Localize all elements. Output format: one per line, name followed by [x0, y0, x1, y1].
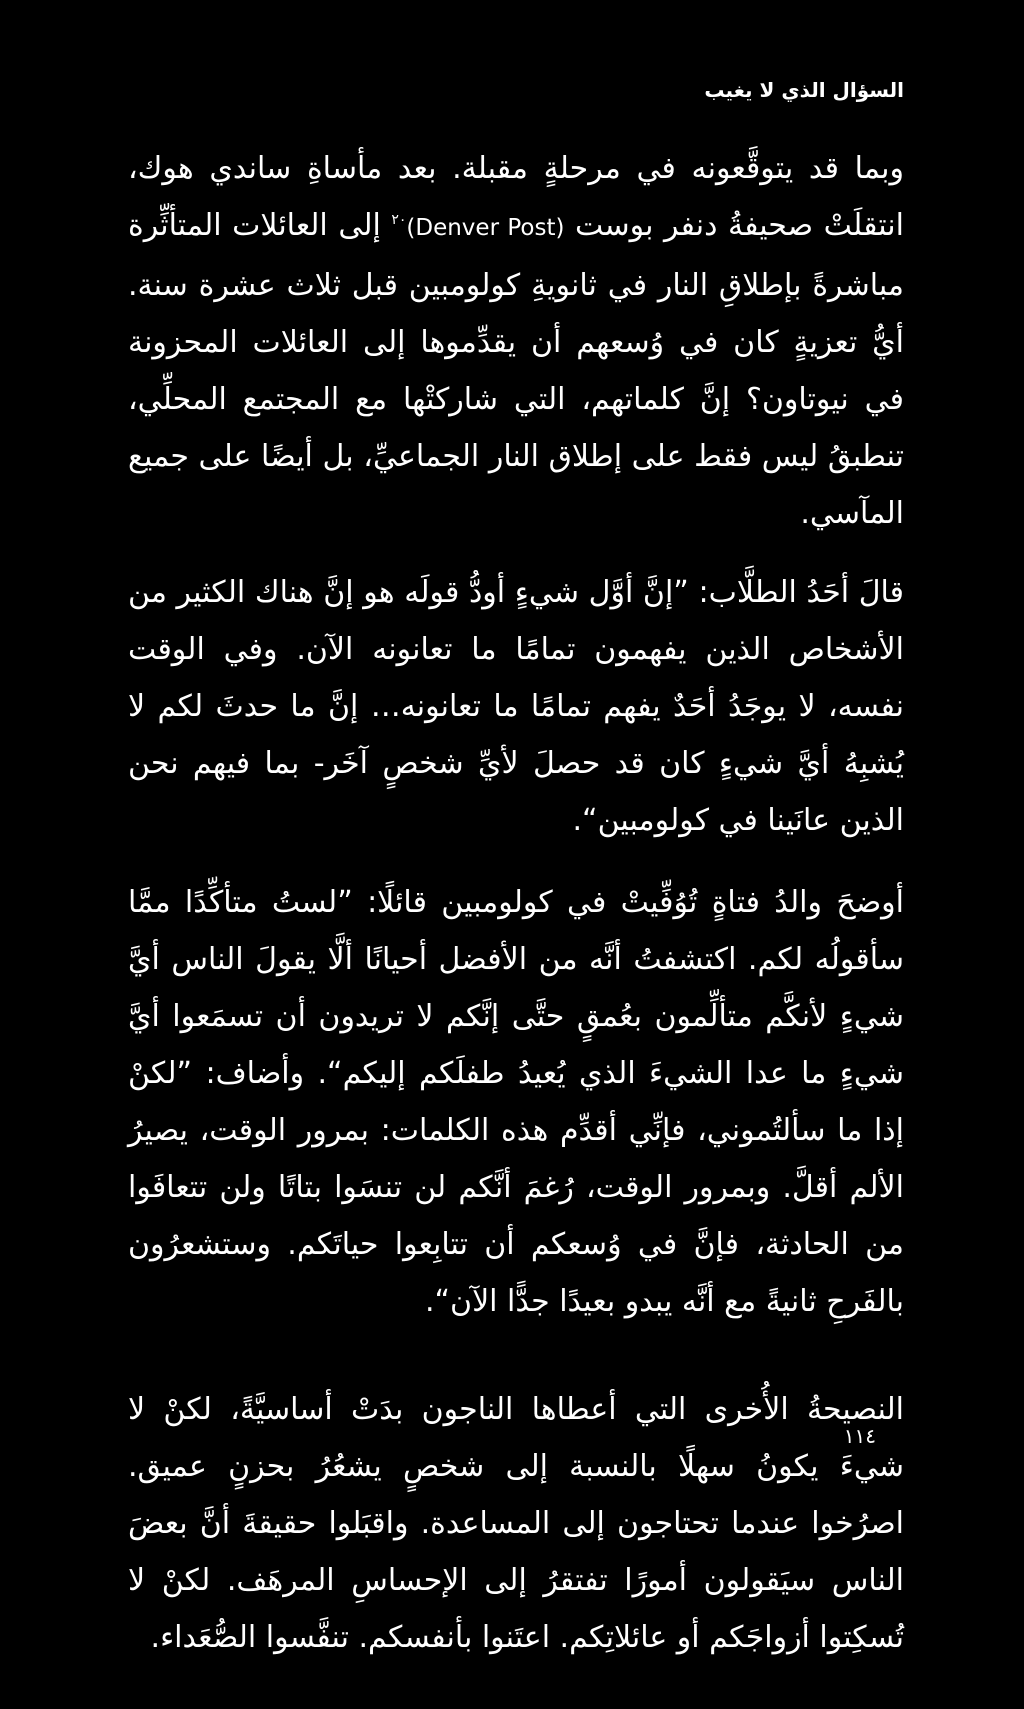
paragraph-student-quote: قالَ أحَدُ الطلَّاب: ”إنَّ أوَّل شيءٍ أودُّ قولَه هو إنَّ هناك الكثير من الأشخاص الذين يفهمون تمامًا ما تعانونه الآن. وفي الوقت نفسه، لا يوجَدُ أحَدٌ يفهم تمامًا ما تعانونه… إنَّ ما حدثَ لكم لا يُشبِهُ أيَّ شيءٍ كان قد حصلَ لأيِّ شخصٍ آخَر- بما فيهم نحن الذين عانَينا في كولومبين“. [128, 575, 904, 838]
paragraph-father-quote: أوضحَ والدُ فتاةٍ تُوُفِّيتْ في كولومبين قائلًا: ”لستُ متأكِّدًا ممَّا سأقولُه لكم. اكتشفتُ أنَّه من الأفضل أحيانًا ألَّا يقولَ الناس أيَّ شيءٍ لأنكَّم متألِّمون بعُمقٍ حتَّى إنَّكم لا تريدون أن تسمَعوا أيَّ شيءٍ ما عدا الشيءَ الذي يُعيدُ طفلَكم إليكم“. وأضاف: ”لكنْ إذا ما سألتُموني، فإنِّي أقدِّم هذه الكلمات: بمرور الوقت، يصيرُ الألم أقلَّ. وبمرور الوقت، رُغمَ أنَّكم لن تنسَوا بتاتًا ولن تتعافَوا من الحادثة، فإنَّ في وُسعكم أن تتابِعوا حياتَكم. وستشعرُون بالفَرحِ ثانيةً مع أنَّه يبدو بعيدًا جدًّا الآن“. [128, 885, 904, 1319]
footnote-reference: ٢٠ [391, 212, 407, 228]
newspaper-name-latin: (Denver Post) [406, 215, 565, 241]
body-text [128, 140, 904, 1709]
paragraph-text-after-latin: إلى العائلات المتأثِّرة مباشرةً بإطلاقِ النار في ثانويةِ كولومبين قبل ثلاث عشرة سنة. أيُّ تعزيةٍ كان في وُسعهم أن يقدِّموها إلى العائلات المحزونة في نيوتاون؟ إنَّ كلماتهم، التي شاركتْها مع المجتمع المحلِّي، تنطبقُ ليس فقط على إطلاق النار الجماعيِّ، بل أيضًا على جميع المآسي. [128, 208, 904, 531]
paragraph-text-before-latin: وبما قد يتوقَّعونه في مرحلةٍ مقبلة. بعد مأساةِ ساندي هوك، انتقلَتْ صحيفةُ دنفر بوست [128, 151, 904, 243]
paragraph-survivor-advice: النصيحةُ الأُخرى التي أعطاها الناجون بدَتْ أساسيَّةً، لكنْ لا شيءَ يكونُ سهلًا بالنسبة إلى شخصٍ يشعُرُ بحزنٍ عميق. اصرُخوا عندما تحتاجون إلى المساعدة. واقبَلوا حقيقةَ أنَّ بعضَ الناس سيَقولون أمورًا تفتقرُ إلى الإحساسِ المرهَف. لكنْ لا تُسكِتوا أزواجَكم أو عائلاتِكم. اعتَنوا بأنفسكم. تنفَّسوا الصُّعَداء. [128, 1392, 904, 1655]
paragraph-denver-post [128, 140, 904, 542]
page-number: ١١٤ [843, 1424, 876, 1448]
running-header: السؤال الذي لا يغيب [704, 78, 904, 102]
